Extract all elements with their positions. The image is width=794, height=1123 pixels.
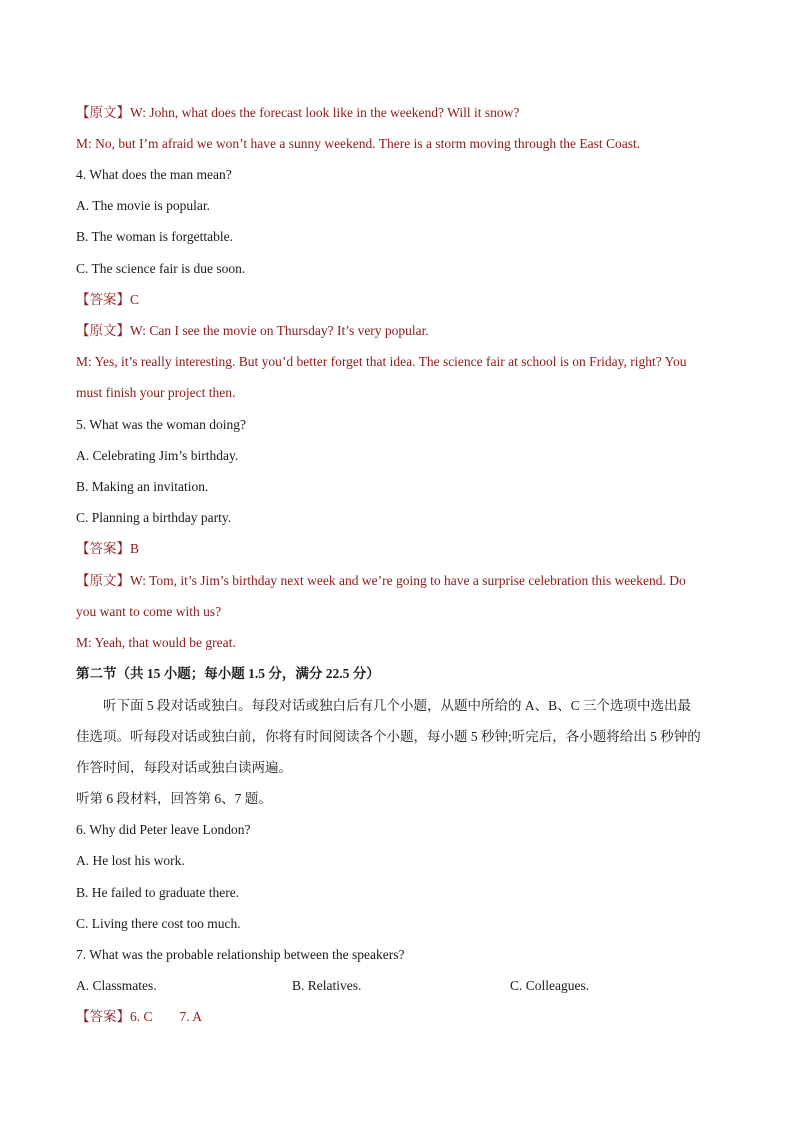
transcript-tag: 【原文】 [76, 323, 130, 338]
transcript-line: you want to come with us? [76, 604, 222, 619]
instruction-line: 听下面 5 段对话或独白。每段对话或独白后有几个小题，从题中所给的 A、B、C 三个选项中选出最 [103, 698, 692, 713]
option-7c: C. Colleagues. [510, 978, 590, 993]
option-6a: A. He lost his work. [76, 853, 185, 868]
answer-tag: 【答案】 [76, 1009, 130, 1024]
transcript-line: must finish your project then. [76, 385, 236, 400]
option-7a: A. Classmates. [76, 978, 157, 993]
option-6b: B. He failed to graduate there. [76, 885, 240, 900]
option-5b: B. Making an invitation. [76, 479, 209, 494]
instruction-line: 作答时间，每段对话或独白读两遍。 [76, 760, 292, 775]
answer-line [76, 1008, 202, 1026]
transcript-line: M: Yeah, that would be great. [76, 635, 236, 650]
option-4a: A. The movie is popular. [76, 198, 210, 213]
answer-tag: 【答案】 [76, 292, 130, 307]
transcript-tag: 【原文】 [76, 573, 130, 588]
section-heading: 第二节（共 15 小题；每小题 1.5 分，满分 22.5 分） [76, 666, 380, 681]
option-4c: C. The science fair is due soon. [76, 261, 246, 276]
transcript-line [76, 104, 519, 122]
transcript-line [76, 322, 429, 340]
option-5c: C. Planning a birthday party. [76, 510, 232, 525]
instruction-line: 佳选项。听每段对话或独白前，你将有时间阅读各个小题，每小题 5 秒钟;听完后，各小题将给出 5 秒钟的 [76, 729, 701, 744]
transcript-text: W: Can I see the movie on Thursday? It’s very popular. [130, 323, 429, 338]
transcript-tag: 【原文】 [76, 105, 130, 120]
passage-intro: 听第 6 段材料，回答第 6、7 题。 [76, 791, 272, 806]
question-7: 7. What was the probable relationship between the speakers? [76, 947, 405, 962]
question-6: 6. Why did Peter leave London? [76, 822, 251, 837]
option-6c: C. Living there cost too much. [76, 916, 241, 931]
question-5: 5. What was the woman doing? [76, 417, 246, 432]
option-4b: B. The woman is forgettable. [76, 229, 233, 244]
transcript-text: W: John, what does the forecast look like in the weekend? Will it snow? [130, 105, 520, 120]
answer-value: B [130, 541, 140, 556]
answer-line [76, 291, 139, 309]
answer-value: C [130, 292, 140, 307]
answer-value: 6. C 7. A [130, 1009, 203, 1024]
transcript-text: W: Tom, it’s Jim’s birthday next week and we’re going to have a surprise celebration this weekend. Do [130, 573, 686, 588]
transcript-line [76, 572, 686, 590]
transcript-line: M: No, but I’m afraid we won’t have a sunny weekend. There is a storm moving through the East Coast. [76, 136, 641, 151]
answer-tag: 【答案】 [76, 541, 130, 556]
answer-line [76, 540, 139, 558]
transcript-line: M: Yes, it’s really interesting. But you’d better forget that idea. The science fair at school is on Friday, right? You [76, 354, 687, 369]
question-4: 4. What does the man mean? [76, 167, 232, 182]
option-5a: A. Celebrating Jim’s birthday. [76, 448, 239, 463]
option-7b: B. Relatives. [292, 978, 362, 993]
